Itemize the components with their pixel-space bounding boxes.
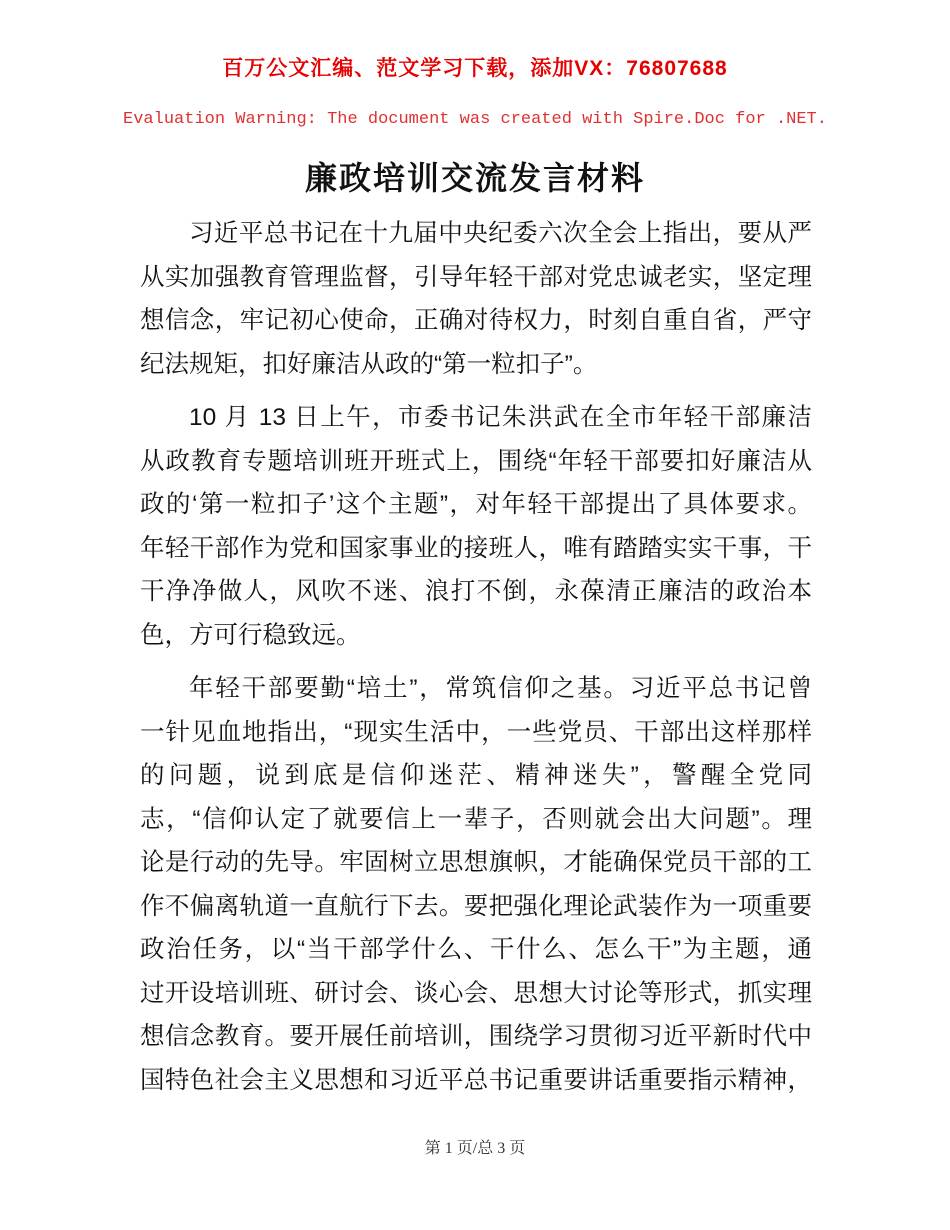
text-line: 从实加强教育管理监督，引导年轻干部对党忠诚老实，坚定理	[140, 263, 812, 291]
text-line: 政治任务，以“当干部学什么、干什么、怎么干”为主题，通	[140, 936, 812, 963]
text-line: 想信念教育。要开展任前培训，围绕学习贯彻习近平新时代中	[140, 1023, 812, 1050]
paragraph	[140, 212, 812, 386]
paragraph	[140, 396, 812, 657]
paragraph	[140, 667, 812, 1102]
document-body	[140, 212, 812, 1112]
text-line: 纪法规矩，扣好廉洁从政的“第一粒扣子”。	[140, 350, 598, 378]
text-line: 国特色社会主义思想和习近平总书记重要讲话重要指示精神，	[140, 1066, 812, 1094]
page-number-indicator: 第 1 页/总 3 页	[424, 1140, 526, 1157]
text-line: 年轻干部要勤“培土”，常筑信仰之基。习近平总书记曾	[189, 675, 812, 702]
text-line: 10 月 13 日上午，市委书记朱洪武在全市年轻干部廉洁	[189, 404, 812, 431]
text-line: 论是行动的先导。牢固树立思想旗帜，才能确保党员干部的工	[140, 849, 812, 876]
text-line: 色，方可行稳致远。	[140, 621, 361, 649]
text-line: 志，“信仰认定了就要信上一辈子，否则就会出大问题”。理	[140, 805, 812, 833]
text-line: 一针见血地指出，“现实生活中，一些党员、干部出这样那样	[140, 718, 812, 746]
text-line: 想信念，牢记初心使命，正确对待权力，时刻自重自省，严守	[140, 307, 812, 334]
evaluation-warning-text: Evaluation Warning: The document was created with Spire.Doc for .NET.	[123, 110, 827, 129]
text-line: 政的‘第一粒扣子’这个主题”，对年轻干部提出了具体要求。	[140, 491, 812, 518]
promo-header-text: 百万公文汇编、范文学习下载，添加VX：76807688	[222, 57, 728, 80]
text-line: 从政教育专题培训班开班式上，围绕“年轻干部要扣好廉洁从	[140, 447, 812, 475]
text-line: 的问题，说到底是信仰迷茫、精神迷失”，警醒全党同	[140, 762, 812, 789]
text-line: 年轻干部作为党和国家事业的接班人，唯有踏踏实实干事，干	[140, 534, 812, 562]
text-line: 干净净做人，风吹不迷、浪打不倒，永葆清正廉洁的政治本	[140, 578, 812, 605]
document-title: 廉政培训交流发言材料	[304, 160, 645, 196]
text-line: 作不偏离轨道一直航行下去。要把强化理论武装作为一项重要	[140, 892, 812, 920]
text-line: 习近平总书记在十九届中央纪委六次全会上指出，要从严	[189, 220, 812, 247]
text-line: 过开设培训班、研讨会、谈心会、思想大讨论等形式，抓实理	[140, 979, 812, 1007]
